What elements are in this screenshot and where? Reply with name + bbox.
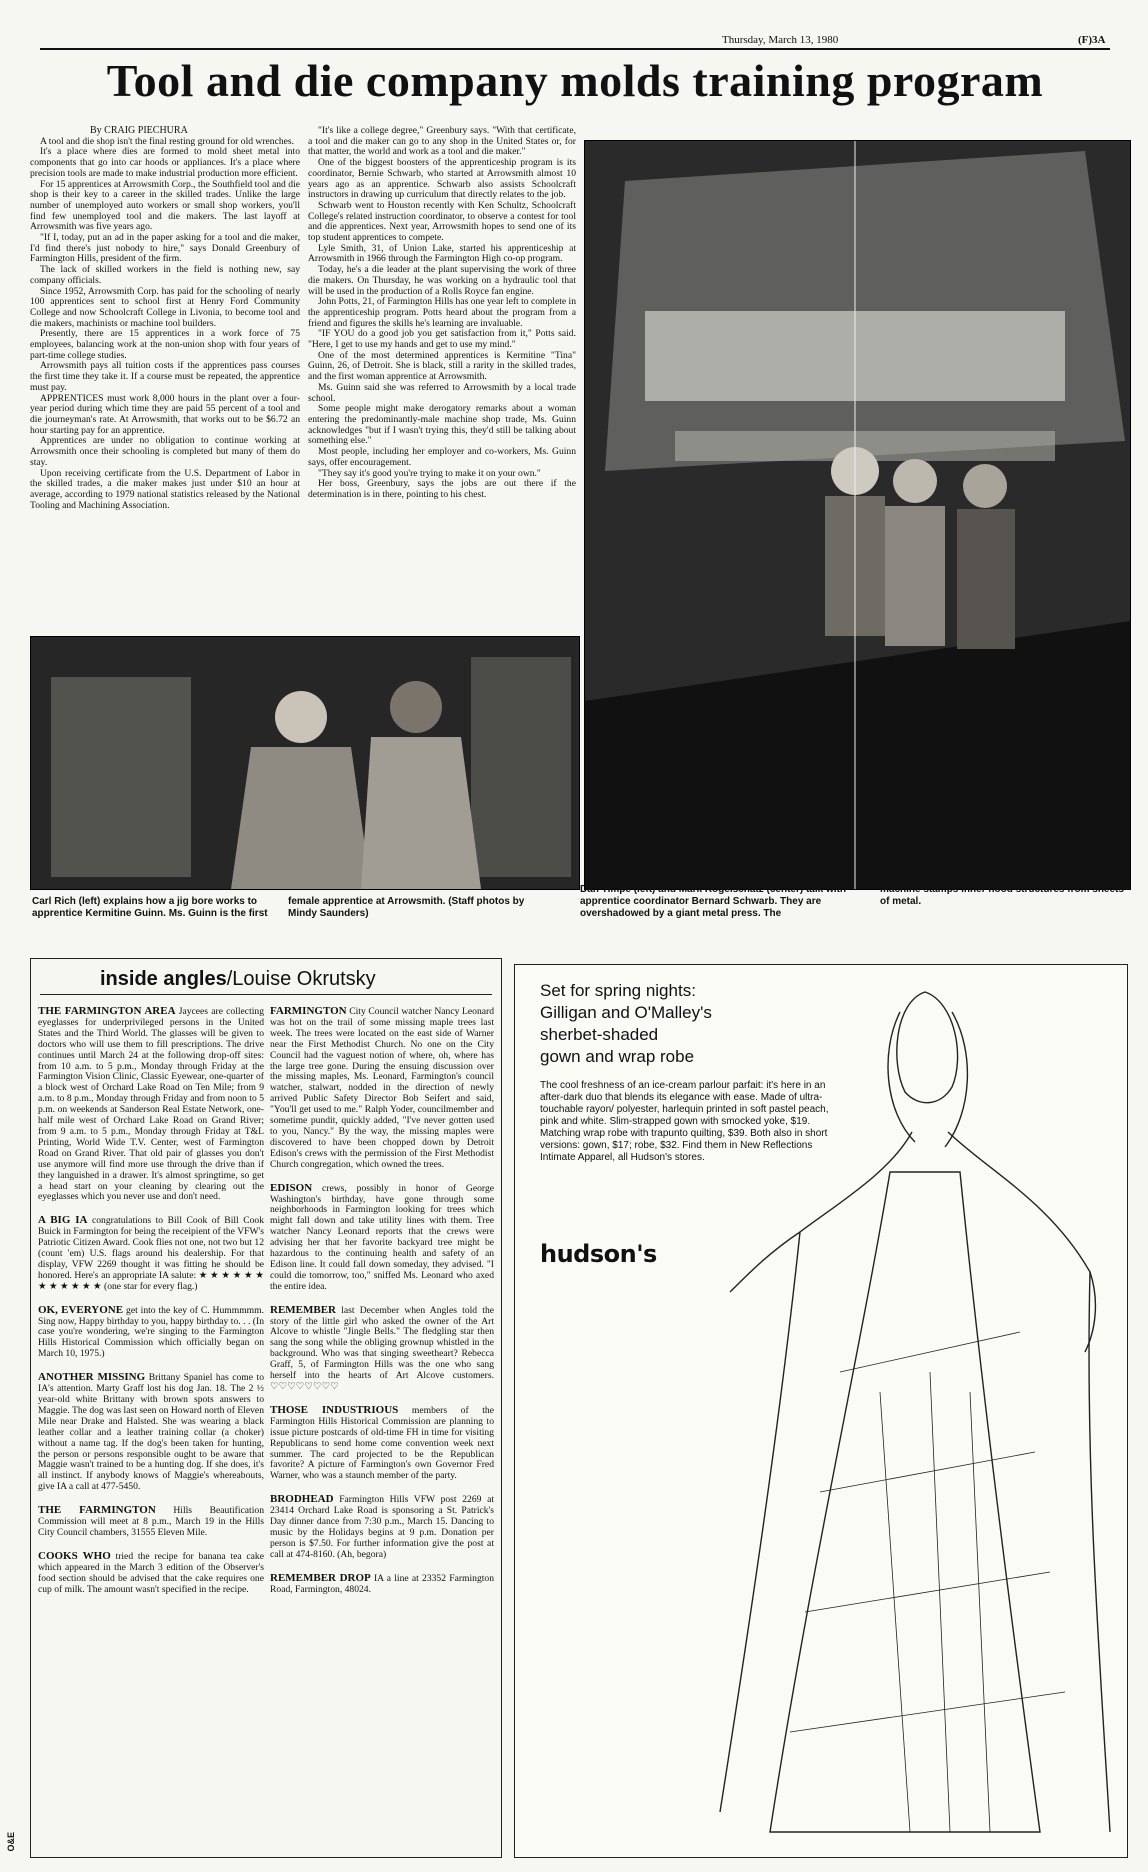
issue-date: Thursday, March 13, 1980	[722, 34, 839, 46]
caption-left-part-2: female apprentice at Arrowsmith. (Staff photos by Mindy Saunders)	[288, 896, 525, 919]
article-paragraph: APPRENTICES must work 8,000 hours in the plant over a four-year period during which time they are paid 55 percent of a tool and die journeyman's rate. At Arrowsmith, that works out to be $6.72 an hour starting pay for an apprentice.	[30, 392, 300, 436]
column-author: /Louise Okrutsky	[226, 968, 376, 990]
figure-gown	[770, 1172, 1040, 1832]
ia-item	[270, 1183, 494, 1293]
article-paragraph: John Potts, 21, of Farmington Hills has one year left to complete in the apprenticeship program. Potts heard about the program from a friend and figures the skills he's learning are invaluable.	[308, 296, 576, 329]
ia-item	[270, 1405, 494, 1482]
ia-item-text: last December when Angles told the story of the little girl who asked the owner of the Art Alcove to whistle "Jingle Bells." The fledgling star then sang the song while the obliging grownup whistled in the background. Who was that singing sweetheart? Rebecca Graff, 5, of Farmington Hills was the one who sang herself into the hearts of Art Alcove customers. ♡♡♡♡♡♡♡♡	[270, 1304, 494, 1392]
ia-item-lead: THOSE INDUSTRIOUS	[270, 1403, 399, 1416]
ia-item-lead: EDISON	[270, 1181, 313, 1194]
ia-item	[270, 1006, 494, 1171]
ia-item	[270, 1494, 494, 1560]
figure-robe	[720, 1232, 1110, 1832]
ia-item-text: get into the key of C. Hummmmm. Sing now, Happy birthday to you, happy birthday to. . . (In case you're wondering, we're singing to the Farmington Hills Historical Commission which officially began on March 10, 1975.)	[38, 1304, 264, 1360]
press-photo	[584, 140, 1131, 890]
article-paragraph: It's a place where dies are formed to mold sheet metal into components that go into car hoods or appliances. It's a place where precision tools are made to make industrial production more efficient.	[30, 146, 300, 179]
gown-illustration	[690, 972, 1120, 1852]
article-paragraph: "If I, today, put an ad in the paper asking for a tool and die maker, I'd find there's just nobody to hire," says Donald Greenbury of Farmington Hills, president of the firm.	[30, 232, 300, 265]
article-column-1	[30, 126, 300, 626]
ia-item-text: congratulations to Bill Cook of Bill Cook Buick in Farmington for being the receipient of the VFW's Patriotic Citizen Award. Cook flies not one, not two but 12 (count 'em) U.S. flags around his dealership. For that display, VFW 2269 thought it was fitting he should be honored. Here's an appropriate IA salute: ★ ★ ★ ★ ★ ★ ★ ★ ★ ★ ★ ★ (one star for every flag.)	[38, 1215, 264, 1292]
title-rule	[40, 994, 492, 995]
hudsons-logo: hudson's	[540, 1240, 657, 1268]
ia-item	[38, 1215, 264, 1292]
ia-item-lead: ANOTHER MISSING	[38, 1371, 146, 1384]
article-paragraph: Ms. Guinn said she was referred to Arrowsmith by a local trade school.	[308, 381, 576, 404]
ia-item-lead: THE FARMINGTON	[38, 1504, 156, 1517]
side-label: O&E	[6, 1832, 16, 1852]
ia-item-lead: BRODHEAD	[270, 1493, 334, 1506]
jig-bore-photo	[30, 636, 580, 890]
article-paragraph: "They say it's good you're trying to make it on your own."	[318, 467, 541, 479]
article-paragraph: "IF YOU do a good job you get satisfaction from it," Potts said. "Here, I get to use my hands and get to use my mind."	[308, 328, 576, 351]
ia-item-text: Jaycees are collecting eyeglasses for underprivileged persons in the United States and the Third World. The glasses will be given to doctors who will use them to fill prescriptions. The drive continues until March 24 at the following drop-off sites: from 10 a.m. to 5 p.m., Monday through Friday at the Farmington Vision Clinic, Classic Eyewear, one-quarter of a block west of Orchard Lake Road on Ten Mile; from 9 a.m. to 8 p.m., Monday through Friday and from noon to 5 p.m. on weekends at Sanderson Real Estate Network, one-half mile west of Orchard Lake Road on Grand River; from 9 a.m. to 5 p.m., Monday through Friday at T&L Printing, World Wide T.V. Center, west of Farmington Road on Grand River. That old pair of glasses you don't use anymore will find more use through the drive than if they languished in a drawer. It's almost springtime, so get a head start on your cleaning by clearing out the eyeglasses which you never use and don't need.	[38, 1006, 264, 1203]
article-paragraph: One of the most determined apprentices is Kermitine "Tina" Guinn, 26, of Detroit. She is black, still a rarity in the skilled trades, and the first woman apprentice at Arrowsmith.	[308, 349, 576, 383]
ia-item-text: City Council watcher Nancy Leonard was hot on the trail of some missing maple trees last week. The trees were located on the east side of Warner near the First Methodist Church. No one on the City Council had the vaguest notion of where, oh, where has the large tree gone. During the ensuing discussion over the missing maples, Ms. Leonard, Farmington's council watcher, stalwart, nodded in the direction of newly arrived Public Safety Director Bob Seifert and said, "You'll get used to me." Ralph Yoder, councilmember and sometime pundit, quickly added, "I've never gotten used to you, Nancy." By the way, the missing maples were discovered to have been chopped down by Detroit Edison's crews with the permission of the First Methodist Church congregation, which owned the trees.	[270, 1006, 494, 1170]
inside-angles-right-column	[270, 1006, 494, 1852]
gown-folds	[880, 1372, 990, 1832]
ia-item	[38, 1372, 264, 1493]
ia-item	[270, 1573, 494, 1596]
article-paragraph: A tool and die shop isn't the final resting ground for old wrenches.	[40, 135, 295, 147]
robe-quilting	[790, 1332, 1065, 1732]
ia-item-text: Hills Beautification Commission will meet at 8 p.m., March 19 in the Hills City Council chambers, 31555 Eleven Mile.	[38, 1505, 264, 1538]
byline: By CRAIG PIECHURA	[90, 126, 188, 136]
ia-item-text: Farmington Hills VFW post 2269 at 23414 Orchard Lake Road is sponsoring a St. Patrick's Day dinner dance from 7:30 p.m., March 15. Dancing to music by the Holidays begins at 9 p.m. Donation per person is $7.50. For further information give the post at call at 474-8160. (Ah, begora)	[270, 1494, 494, 1560]
column-name: inside angles	[100, 968, 227, 990]
ad-headline-line: gown and wrap robe	[540, 1047, 695, 1066]
ad-headline-line: Gilligan and O'Malley's	[540, 1003, 712, 1022]
figure-right-arm	[948, 1132, 1095, 1352]
ad-headline-line: sherbet-shaded	[540, 1025, 659, 1044]
article-paragraph: Arrowsmith pays all tuition costs if the apprentices pass courses the first time they take it. If a course must be repeated, the apprentice must pay.	[30, 360, 300, 393]
jig-bore-photo-illustration	[31, 637, 579, 889]
figure-left-arm	[730, 1132, 912, 1292]
ia-item-text: tried the recipe for banana tea cake which appeared in the March 3 edition of the Observer's food section should be advised that the cake requires one cup of milk. The amount wasn't specified in the recipe.	[38, 1550, 264, 1595]
article-paragraph: "It's like a college degree," Greenbury says. "With that certificate, a tool and die maker can go to any shop in the United States or, for that matter, the world and work as a tool and die maker."	[308, 126, 576, 158]
article-paragraph: Lyle Smith, 31, of Union Lake, started his apprenticeship at Arrowsmith in 1966 through the Farmington High co-op program.	[308, 242, 576, 265]
ia-item-lead: THE FARMINGTON AREA	[38, 1006, 176, 1017]
article-paragraph: One of the biggest boosters of the apprenticeship program is its coordinator, Bernie Schwarb, who started at Arrowsmith almost 10 years ago as an apprentice. Schwarb also assists Schoolcraft instructors in drawing up curriculum that directly relates to the job.	[308, 157, 576, 201]
article-paragraph: Some people might make derogatory remarks about a woman entering the predominantly-male machine shop trade, Ms. Guinn acknowledges "but if I wasn't trying this, they'd still be talking about something else."	[308, 403, 576, 447]
caption-right-part-1: Dan Timpe (left) and Mark Kogelschatz (center) talk with apprentice coordinator Bernard Schwarb. They are overshadowed by a giant metal press. The	[580, 884, 846, 919]
caption-right-part-2: machine stamps inner hood structures from sheets of metal.	[880, 884, 1124, 907]
inside-angles-title	[100, 968, 376, 991]
article-paragraph: Upon receiving certificate from the U.S. Department of Labor in the skilled trades, a die maker makes just under $10 an hour at average, according to 1979 national statistics released by the National Tooling and Machining Association.	[30, 467, 300, 511]
ad-headline-line: Set for spring nights:	[540, 981, 696, 1000]
ia-item-lead: FARMINGTON	[270, 1006, 347, 1017]
ad-body: The cool freshness of an ice-cream parlour parfait: it's here in an after-dark duo that blends its elegance with ease. Made of ultra-touchable rayon/ polyester, harlequin printed in soft pastel peach, pink and white. Slim-strapped gown with smocked yoke, $19. Matching wrap robe with trapunto quilting, $39. Both also in short versions: gown, $17; robe, $32. Find them in New Reflections Intimate Apparel, all Hudson's stores.	[540, 1080, 829, 1163]
article-paragraph: Presently, there are 15 apprentices in a work force of 75 employees, balancing work at the non-union shop with four years of part-time college studies.	[30, 328, 300, 361]
ia-item-lead: REMEMBER DROP	[270, 1571, 371, 1584]
headline: Tool and die company molds training program	[106, 55, 1044, 106]
article-column-2	[308, 126, 576, 631]
ia-item	[38, 1006, 264, 1203]
top-rule	[40, 48, 1110, 50]
ia-item-text: members of the Farmington Hills Historical Commission are planning to issue picture postcards of old-time FH in time for visiting Republicans to send home come convention week next summer. The card projected to be the Republican favorite? A picture of Farmington's own Governor Fred Warner, who was a staunch member of the party.	[270, 1404, 494, 1482]
article-paragraph: The lack of skilled workers in the field is nothing new, say company officials.	[30, 264, 300, 286]
caption-left-part-1: Carl Rich (left) explains how a jig bore works to apprentice Kermitine Guinn. Ms. Guinn is the first	[32, 896, 268, 919]
ia-item-text: crews, possibly in honor of George Washington's birthday, have gone through some neighborhoods in Farmington looking for trees which might fall down and take utility lines with them. Tree watcher Nancy Leonard reports that the crews were advising her that her favorite backyard tree might be hazardous to the continuing health and safety of an Edison line. It could fall down someday, they advised. "I could die tomorrow, too," sniffed Ms. Leonard who axed the entire idea.	[270, 1182, 494, 1292]
inside-angles-left-column	[38, 1006, 264, 1852]
article-paragraph: Today, he's a die leader at the plant supervising the work of three die makers. On Thursday, he was working on a hydraulic tool that will be used in the production of a Rolls Royce fan engine.	[308, 264, 576, 297]
ia-item	[270, 1305, 494, 1393]
article-paragraph: Most people, including her employer and co-workers, Ms. Guinn says, offer encouragement.	[308, 446, 576, 468]
ia-item-lead: A BIG IA	[38, 1214, 88, 1227]
ia-item-text: Brittany Spaniel has come to IA's attention. Marty Graff lost his dog Jan. 18. The 2 ½ year-old white Brittany with brown spots answers to Maggie. The dog was last seen on Howard north of Eleven Mile near Drake and Halsted. She was wearing a black leather collar and a leather training collar (a choker) without a name tag. If the dog's been taken for hunting, the person or persons responsible ought to be aware that Maggie wasn't trained to be a hunting dog. If she does, it's all instinct. If anybody knows of Maggie's whereabouts, give IA a call at 477-5450.	[38, 1372, 264, 1493]
page-number: (F)3A	[1078, 34, 1106, 46]
ia-item-lead: REMEMBER	[270, 1303, 336, 1316]
ia-item	[38, 1551, 264, 1596]
article-paragraph: Apprentices are under no obligation to continue working at Arrowsmith once their schooling is completed but many of them do stay.	[30, 435, 300, 468]
ia-item-lead: COOKS WHO	[38, 1549, 111, 1562]
figure-head	[897, 992, 958, 1103]
article-paragraph: Schwarb went to Houston recently with Ken Schultz, Schoolcraft College's related instruction coordinator, to observe a contest for tool and die apprentices. Next year, Arrowsmith hopes to send one of its top student apprentices to compete.	[308, 199, 576, 244]
article-paragraph: For 15 apprentices at Arrowsmith Corp., the Southfield tool and die shop is their key to a career in the skilled trades. Unlike the large number of unemployed auto workers or small shop workers, you'll find few unemployed tool and die makers. The last layoff at Arrowsmith was five years ago.	[30, 178, 300, 233]
ia-item-text: IA a line at 23352 Farmington Road, Farmington, 48024.	[270, 1572, 494, 1595]
ia-item	[38, 1305, 264, 1361]
article-paragraph: Her boss, Greenbury, says the jobs are out there if the determination is in there, pointing to his chest.	[308, 478, 576, 500]
press-photo-illustration	[585, 141, 1130, 889]
article-paragraph: Since 1952, Arrowsmith Corp. has paid for the schooling of nearly 100 apprentices sent to school first at Henry Ford Community College and now Schoolcraft College in Livonia, to become tool and die makers, machinists or machine tool builders.	[30, 285, 300, 329]
ia-item-lead: OK, EVERYONE	[38, 1303, 124, 1316]
ia-item	[38, 1505, 264, 1539]
